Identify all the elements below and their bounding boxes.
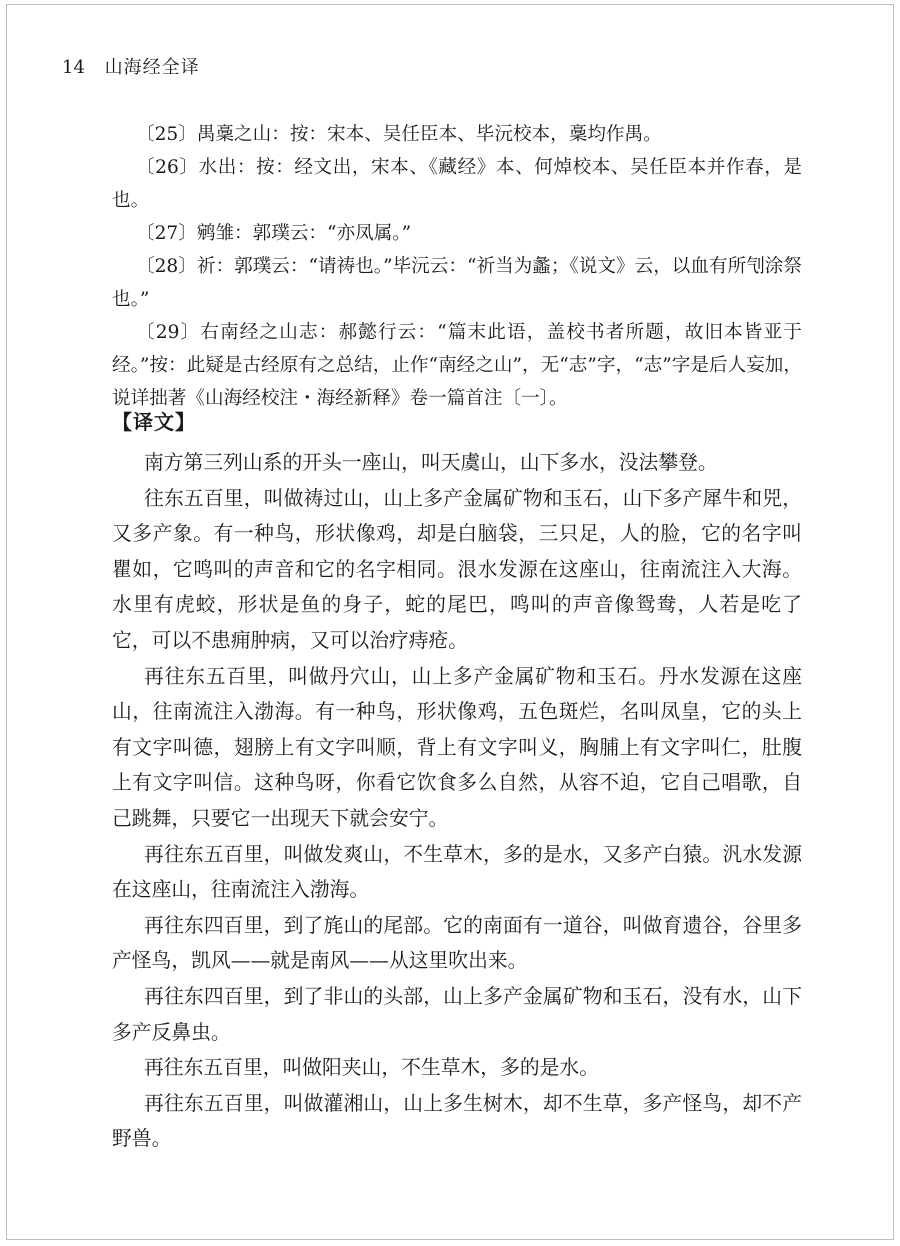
note-29: 〔29〕右南经之山志：郝懿行云：“篇末此语，盖校书者所题，故旧本皆亚于经。”按：此疑是古经原有之总结，止作“南经之山”，无“志”字，“志”字是后人妄加，说详拙著《山海经校注・海经新释》卷一篇首注〔一〕。: [112, 322, 802, 409]
book-title: 山海经全译: [104, 57, 200, 78]
note-26: 〔26〕水出：按：经文出，宋本、《藏经》本、何焯校本、吴任臣本并作春，是也。: [112, 157, 802, 211]
translation-paragraph: 再往东四百里，到了非山的头部，山上多产金属矿物和玉石，没有水，山下多产反鼻虫。: [112, 984, 802, 1044]
note-27: 〔27〕鹓雏：郭璞云：“亦凤属。”: [136, 223, 412, 244]
note-25: 〔25〕禺稾之山：按：宋本、吴任臣本、毕沅校本，稾均作禺。: [136, 124, 662, 145]
translation-paragraph: 南方第三列山系的开头一座山，叫天虞山，山下多水，没法攀登。: [144, 451, 718, 474]
translation-paragraph: 往东五百里，叫做祷过山，山上多产金属矿物和玉石，山下多产犀牛和兕，又多产象。有一种鸟，形状像鸡，却是白脑袋，三只足，人的脸，它的名字叫瞿如，它鸣叫的声音和它的名字相同。泿水发源在这座山，往南流注入大海。水里有虎蛟，形状是鱼的身子，蛇的尾巴，鸣叫的声音像鸳鸯，人若是吃了它，可以不患痈肿病，又可以治疗痔疮。: [112, 486, 802, 652]
running-header: [62, 56, 200, 80]
section-heading: 【译文】: [112, 410, 196, 434]
page-number: 14: [62, 57, 85, 78]
translation-paragraph: 再往东五百里，叫做灌湘山，山上多生树木，却不生草，多产怪鸟，却不产野兽。: [112, 1091, 802, 1151]
note-28: 〔28〕祈：郭璞云：“请祷也。”毕沅云：“祈当为蠡；《说文》云，以血有所刏涂祭也。”: [112, 256, 802, 310]
translation-paragraph: 再往东五百里，叫做丹穴山，山上多产金属矿物和玉石。丹水发源在这座山，往南流注入渤海。有一种鸟，形状像鸡，五色斑烂，名叫凤皇，它的头上有文字叫德，翅膀上有文字叫顺，背上有文字叫义，胸脯上有文字叫仁，肚腹上有文字叫信。这种鸟呀，你看它饮食多么自然，从容不迫，它自己唱歌，自己跳舞，只要它一出现天下就会安宁。: [112, 664, 802, 830]
translation-paragraph: 再往东五百里，叫做阳夹山，不生草木，多的是水。: [144, 1056, 599, 1080]
translation-body: [112, 445, 802, 1157]
translation-paragraph: 再往东四百里，到了旄山的尾部。它的南面有一道谷，叫做育遗谷，谷里多产怪鸟，凯风——就是南风——从这里吹出来。: [112, 913, 802, 973]
notes-section: [112, 118, 802, 415]
translation-paragraph: 再往东五百里，叫做发爽山，不生草木，多的是水，又多产白猿。汎水发源在这座山，往南流注入渤海。: [112, 842, 802, 902]
